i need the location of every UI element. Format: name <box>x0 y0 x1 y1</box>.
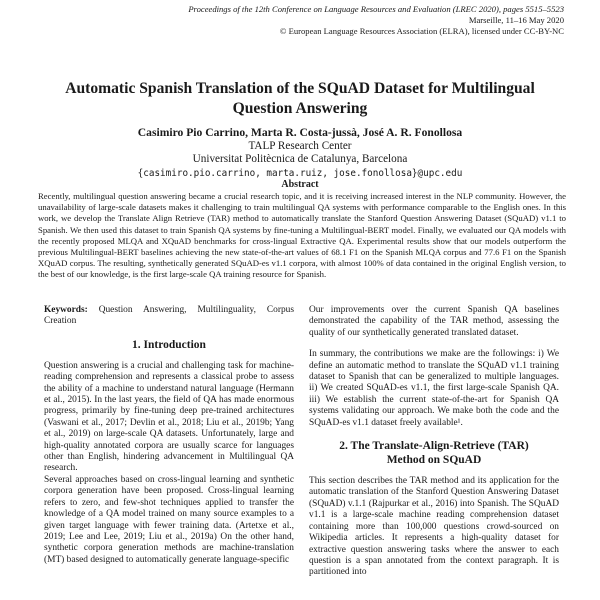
author-block <box>40 126 560 180</box>
author-names: Casimiro Pio Carrino, Marta R. Costa-jussà, José A. R. Fonollosa <box>137 126 463 139</box>
keywords-label: Keywords: <box>44 305 88 315</box>
proceedings-header <box>188 4 564 37</box>
keywords <box>44 305 294 328</box>
abstract-text: Recently, multilingual question answering became a crucial research topic, and it is receiving increased interest in the NLP community. However, the unavailability of large-scale datasets makes it challenging to train multilingual QA systems with performance comparable to the English ones. In this work, we develop the Translate Align Retrieve (TAR) method to automatically translate the Stanford Question Answering Dataset (SQuAD) v1.1 to Spanish. We then used this dataset to train Spanish QA systems by fine-tuning a Multilingual-BERT model. Finally, we evaluated our QA models with the recently proposed MLQA and XQuAD benchmarks for cross-lingual Extractive QA. Experimental results show that our models outperform the previous Multilingual-BERT baselines achieving the new state-of-the-art values of 68.1 F1 on the Spanish MLQA corpus and 77.6 F1 on the Spanish XQuAD corpus. The resulting, synthetically generated SQuAD-es v1.1 corpora, with almost 100% of data contained in the original English version, to the best of our knowledge, is the first large-scale QA training resource for Spanish. <box>38 191 566 280</box>
title-line-2: Question Answering <box>232 99 368 117</box>
section-2-heading-line-1: 2. The Translate-Align-Retrieve (TAR) <box>339 440 529 453</box>
research-center: TALP Research Center <box>248 139 352 152</box>
paper-title <box>40 79 560 118</box>
section-1-heading: 1. Introduction <box>132 338 206 351</box>
author-emails: {casimiro.pio.carrino, marta.ruiz, jose.fonollosa}@upc.edu <box>137 167 463 179</box>
title-line-1: Automatic Spanish Translation of the SQuAD Dataset for Multilingual <box>65 80 535 97</box>
section-2-heading-line-2: Method on SQuAD <box>386 454 482 467</box>
left-column <box>44 305 294 566</box>
proceedings-line: Proceedings of the 12th Conference on Language Resources and Evaluation (LREC 2020), pages 5515–5523 <box>188 4 564 14</box>
contrib-paragraph-1: Our improvements over the current Spanish QA baselines demonstrated the capability of the TAR method, assessing the quality of our synthetically generated translated dataset. <box>309 305 559 338</box>
university: Universitat Politècnica de Catalunya, Barcelona <box>192 153 408 165</box>
right-column <box>309 305 559 579</box>
license-line: © European Language Resources Association (ELRA), licensed under CC-BY-NC <box>279 26 564 36</box>
abstract-heading: Abstract <box>281 179 319 190</box>
intro-paragraph-2: Several approaches based on cross-lingual learning and synthetic corpora generation have been proposed. Cross-lingual learning refers to zero, and few-shot techniques applied to transfer the knowledge of a QA model trained on many source examples to a given target language with fewer training data. (Artetxe et al., 2019; Lee and Lee, 2019; Liu et al., 2019a) On the other hand, synthetic corpora generation methods are machine-translation (MT) based designed to automatically generate language-specific <box>44 474 294 565</box>
intro-paragraph-1: Question answering is a crucial and challenging task for machine-reading comprehension and represents a classical probe to assess the ability of a machine to understand natural language (Hermann et al., 2015). In the last years, the field of QA has made enormous progress, primarily by fine-tuning deep pre-trained architectures (Vaswani et al., 2017; Devlin et al., 2018; Liu et al., 2019b; Yang et al., 2019) on large-scale QA datasets. Unfortunately, large and high-quality annotated corpora are usually scarce for languages other than English, hindering advancement in Multilingual QA research. <box>44 360 294 474</box>
keywords-text: Question Answering, Multilinguality, Corpus Creation <box>44 305 294 327</box>
venue-line: Marseille, 11–16 May 2020 <box>468 15 564 25</box>
section-2-heading <box>309 439 559 467</box>
contrib-paragraph-2: In summary, the contributions we make are the followings: i) We define an automatic method to translate the SQuAD v1.1 training dataset to Spanish that can be generalized to multiple languages. ii) We created SQuAD-es v1.1, the first large-scale Spanish QA. iii) We establish the current state-of-the-art for Spanish QA systems validating our approach. We make both the code and the SQuAD-es v1.1 dataset freely available¹. <box>309 349 559 428</box>
tar-paragraph: This section describes the TAR method and its application for the automatic translation of the Stanford Question Answering Dataset (SQuAD) v.1.1 (Rajpurkar et al., 2016) into Spanish. The SQuAD v1.1 is a large-scale machine reading comprehension dataset containing more than 100,000 questions crowd-sourced on Wikipedia articles. It represents a high-quality dataset for extractive question answering tasks where the answer to each question is a span annotated from the context paragraph. It is partitioned into <box>309 476 559 578</box>
